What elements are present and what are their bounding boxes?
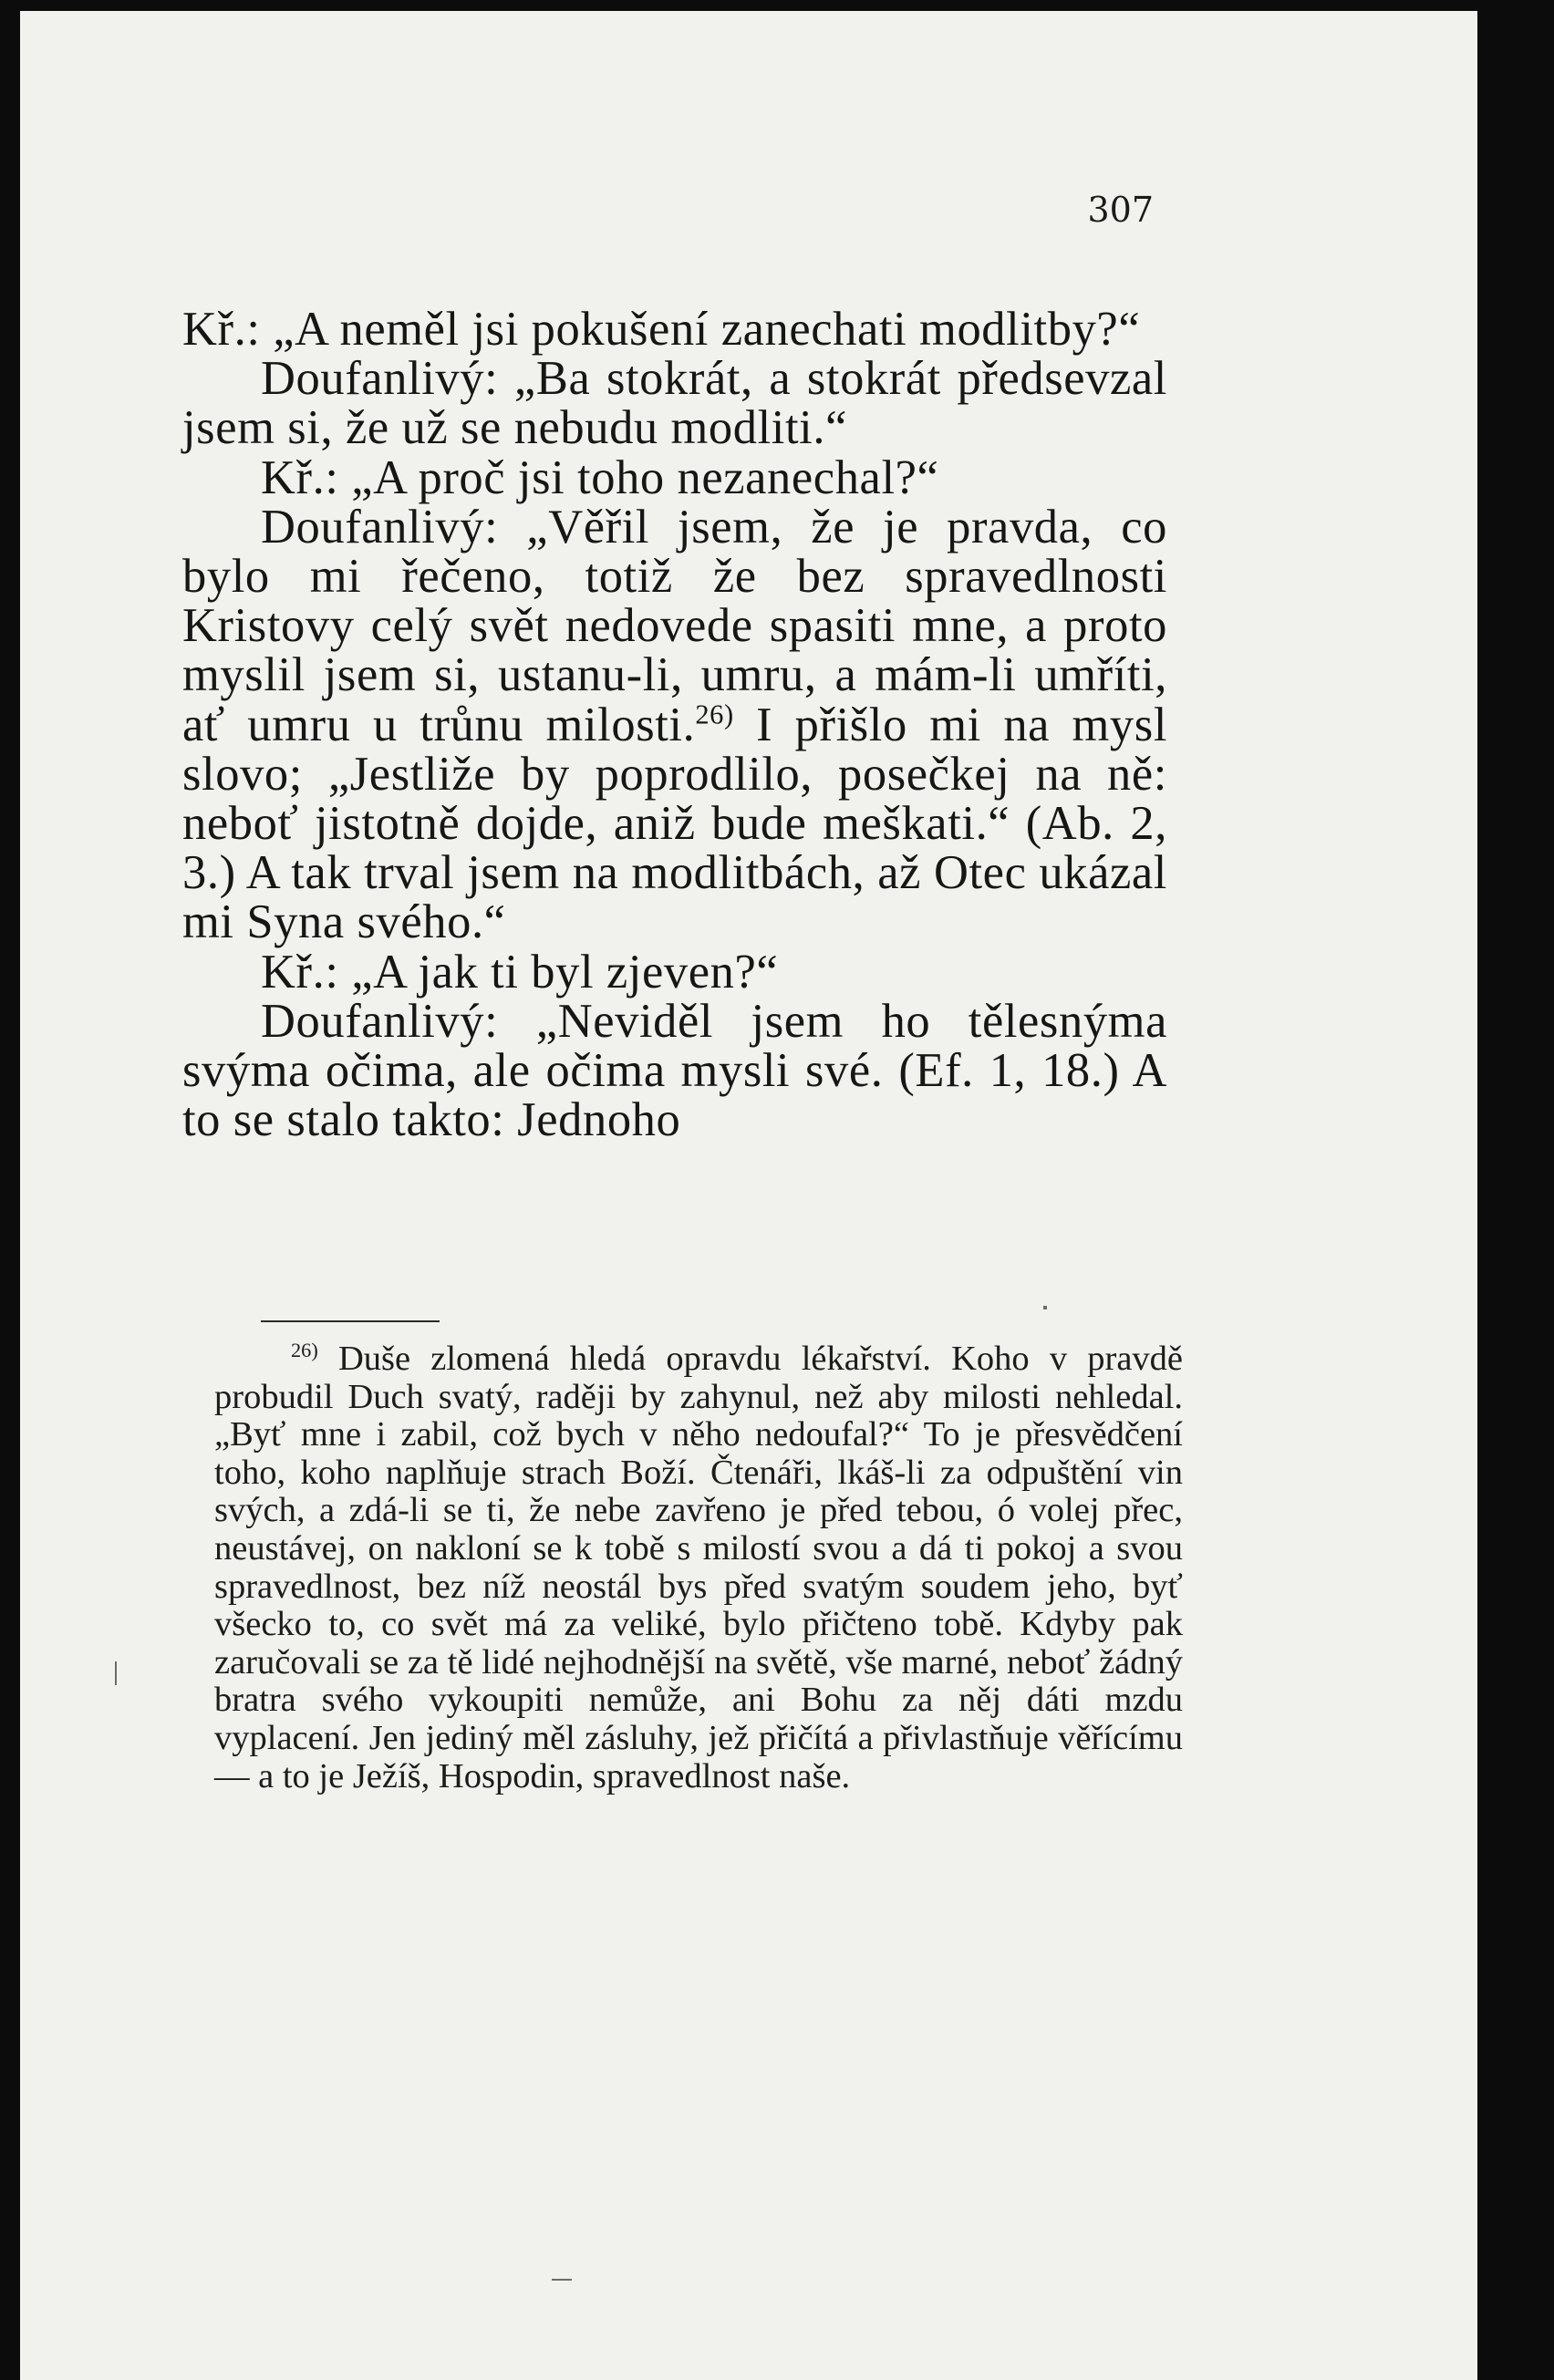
speech-text: „Věřil jsem, že je pravda, co bylo mi řečeno, totiž že bez spravedlnosti Kristovy celý svět nedovede spasiti mne, a proto myslil jsem si, ustanu-li, umru, a mám-li umříti, ať umru u trůnu milosti. xyxy=(182,500,1168,751)
paragraph xyxy=(182,502,1167,947)
footnote-text: Duše zlomená hledá opravdu lékařství. Koho v pravdě probudil Duch svatý, raději by zahynul, než aby milosti nehledal. „Byť mne i zabil, což bych v něho nedoufal?“ To je přesvědčení toho, koho naplňuje strach Boží. Čtenáři, lkáš-li za odpuštění vin svých, a zdá-li se ti, že nebe zavřeno je před tebou, ó volej přec, neustávej, on nakloní se k tobě s milostí svou a dá ti pokoj a svou spravedlnost, bez níž neostál bys před svatým soudem jeho, byť všecko to, co svět má za veliké, bylo přičteno tobě. Kdyby pak zaručovali se za tě lidé nejhodnější na světě, vše marné, neboť žádný bratra svého vykoupiti nemůže, ani Bohu za něj dáti mzdu vyplacení. Jen jediný měl zásluhy, jež přičítá a přivlastňuje věřícímu — a to je Ježíš, Hospodin, spravedlnost naše. xyxy=(214,1340,1184,1795)
speech-text: „Neviděl jsem ho tělesnýma svýma očima, ale očima mysli své. (Ef. 1, 18.) A to se stalo takto: Jednoho xyxy=(182,994,1168,1147)
footnote-block xyxy=(214,1340,1183,1795)
speaker-label: Doufanlivý: xyxy=(261,500,499,554)
speech-text: „A jak ti byl zjeven?“ xyxy=(351,945,779,999)
speaker-label: Kř.: xyxy=(182,303,261,356)
scan-speck xyxy=(115,1661,117,1685)
speaker-label: Kř.: xyxy=(261,945,339,999)
paragraph xyxy=(182,947,1167,997)
paragraph xyxy=(182,352,1167,455)
scan-speck xyxy=(552,2279,572,2281)
speech-text: „A neměl jsi pokušení zanechati modlitby?“ xyxy=(273,303,1141,356)
paragraph xyxy=(182,450,1167,504)
speaker-label: Doufanlivý: xyxy=(261,352,499,406)
footnote-reference: 26) xyxy=(695,698,734,730)
paragraph xyxy=(182,305,1167,354)
footnote-paragraph xyxy=(214,1340,1183,1795)
book-page xyxy=(20,11,1477,2380)
page-number: 307 xyxy=(1087,190,1154,230)
scan-speck xyxy=(1043,1306,1047,1309)
speech-text: I přišlo mi na mysl slovo; „Jestliže by poprodlilo, posečkej na ně: neboť jistotně dojde, aniž bude meškati.“ (Ab. 2, 3.) A tak trval jsem na modlitbách, až Otec ukázal mi Syna svého.“ xyxy=(182,698,1167,949)
footnote-marker: 26) xyxy=(291,1339,318,1362)
speaker-label: Kř.: xyxy=(261,450,339,504)
speech-text: „Ba stokrát, a stokrát předsevzal jsem si, že už se nebudu modliti.“ xyxy=(182,352,1167,455)
footnote-divider xyxy=(261,1320,440,1322)
speech-text: „A proč jsi toho nezanechal?“ xyxy=(351,450,939,504)
speaker-label: Doufanlivý: xyxy=(261,994,499,1048)
paragraph xyxy=(182,994,1168,1147)
main-text-block xyxy=(182,303,1168,1147)
